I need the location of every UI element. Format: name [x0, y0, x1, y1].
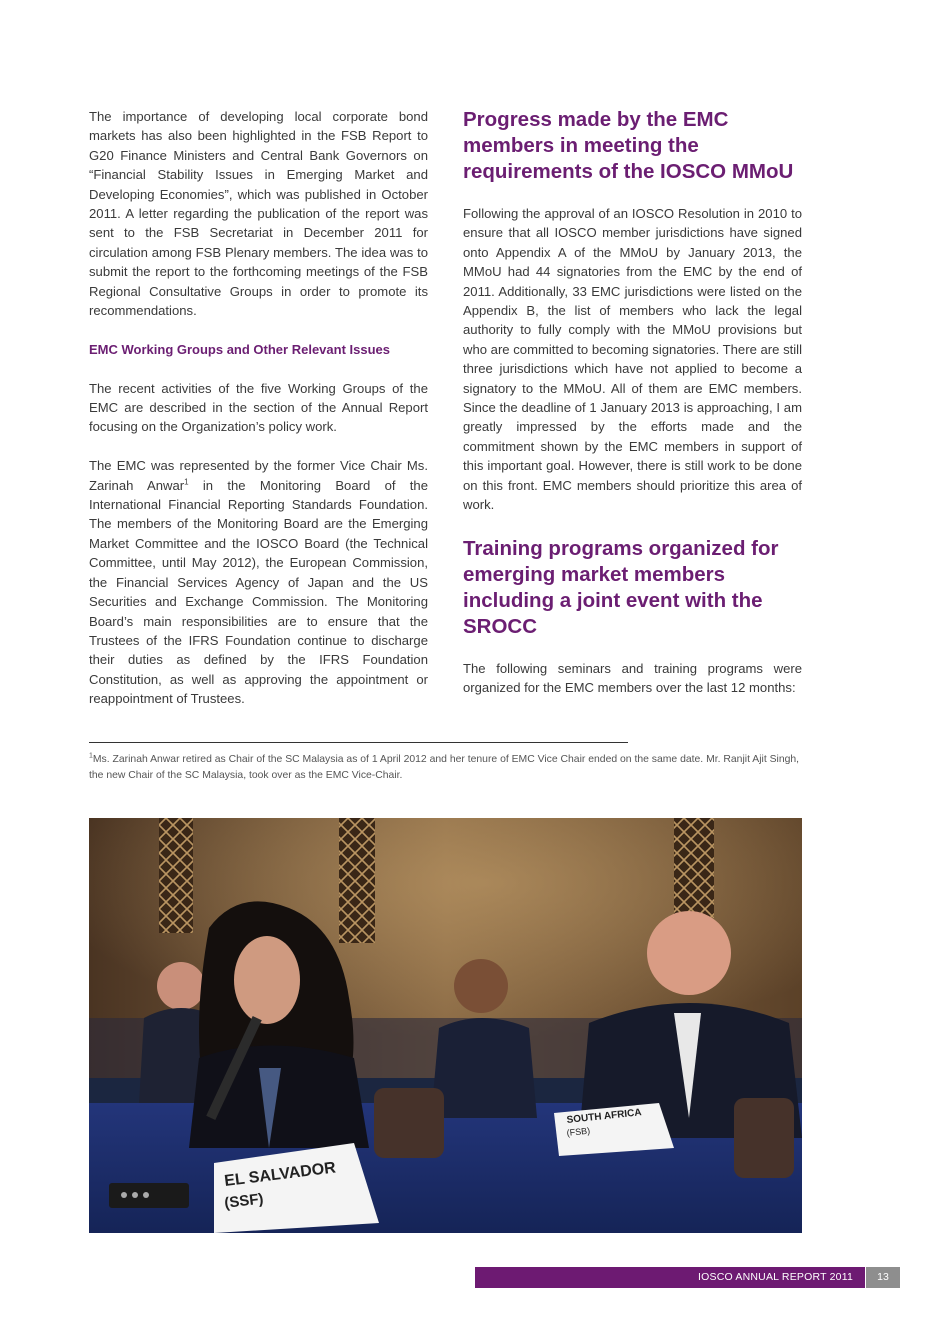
paragraph-monitoring-board [89, 456, 428, 708]
footnote-marker: 1 [89, 752, 93, 760]
paragraph-working-groups: The recent activities of the five Working Groups of the EMC are described in the section of the Annual Report focusing on the Organization’s policy work. [89, 380, 428, 435]
paragraph-mmou: Following the approval of an IOSCO Resolution in 2010 to ensure that all IOSCO member jurisdictions have signed onto Appendix A of the MMoU by January 2013, the MMoU had 44 signatories from the EMC by the end of 2011. Additionally, 33 EMC jurisdictions were listed on the Appendix B, the list of members who lack the legal authority to fully comply with the MMoU provisions but who are committed to becoming signatories. There are still three jurisdictions which have not applied to become a signatory to the MMoU. All of them are EMC members. Since the deadline of 1 January 2013 is approaching, I am greatly impressed by the efforts made and the commitment shown by the EMC members in support of this important goal. However, there is still work to be done on this front. EMC members should prioritize this area of work. [463, 206, 802, 513]
heading-training-programs: Training programs organized for emerging market members including a joint event with the SROCC [463, 536, 779, 638]
conference-photo [89, 818, 802, 1233]
monitoring-board-text-end: in the Monitoring Board of the International Financial Reporting Standards Foundation. The members of the Monitoring Board are the Emerging Market Committee and the IOSCO Board (the Technical Committee, until May 2012), the European Commission, the Financial Services Agency of Japan and the US Securities and Exchange Commission. The Monitoring Board’s main responsibilities are to ensure that the Trustees of the IFRS Foundation continue to discharge their duties as defined by the IFRS Foundation Constitution, as well as approving the appointment or reappointment of Trustees. [89, 477, 428, 707]
heading-mmou-progress: Progress made by the EMC members in meeting the requirements of the IOSCO MMoU [463, 108, 794, 183]
sign-el-salvador-agency: (SSF) [223, 1190, 265, 1212]
right-column [463, 107, 802, 697]
sign-south-africa-name: SOUTH AFRICA [566, 1107, 643, 1126]
footnote-divider [89, 742, 628, 743]
sign-el-salvador-name: EL SALVADOR [223, 1159, 337, 1190]
subheading-working-groups: EMC Working Groups and Other Relevant Issues [89, 341, 390, 357]
footnote [89, 752, 803, 783]
left-column [89, 107, 428, 709]
paragraph-corporate-bond: The importance of developing local corporate bond markets has also been highlighted in the FSB Report to G20 Finance Ministers and Central Bank Governors on “Financial Stability Issues in Emerging Market and Developing Economies”, which was published in October 2011. A letter regarding the publication of the report was sent to the FSB Secretariat in December 2011 for circulation among FSB Plenary members. The idea was to submit the report to the forthcoming meetings of the FSB Regional Consultative Groups in order to promote its recommendations. [89, 109, 428, 319]
monitoring-board-text-start: The EMC was represented by the former Vice Chair Ms. Zarinah Anwar [89, 458, 428, 493]
footnote-text: Ms. Zarinah Anwar retired as Chair of the SC Malaysia as of 1 April 2012 and her tenure of EMC Vice Chair ended on the same date. Mr. Ranjit Ajit Singh, the new Chair of the SC Malaysia, took over as the EMC Vice-Chair. [89, 754, 800, 781]
footnote-reference[interactable]: 1 [184, 477, 189, 487]
footer-report-title: IOSCO ANNUAL REPORT 2011 [475, 1267, 865, 1288]
sign-south-africa-agency: (FSB) [566, 1125, 591, 1138]
paragraph-training: The following seminars and training programs were organized for the EMC members over the last 12 months: [463, 660, 802, 695]
page-number: 13 [866, 1267, 900, 1288]
